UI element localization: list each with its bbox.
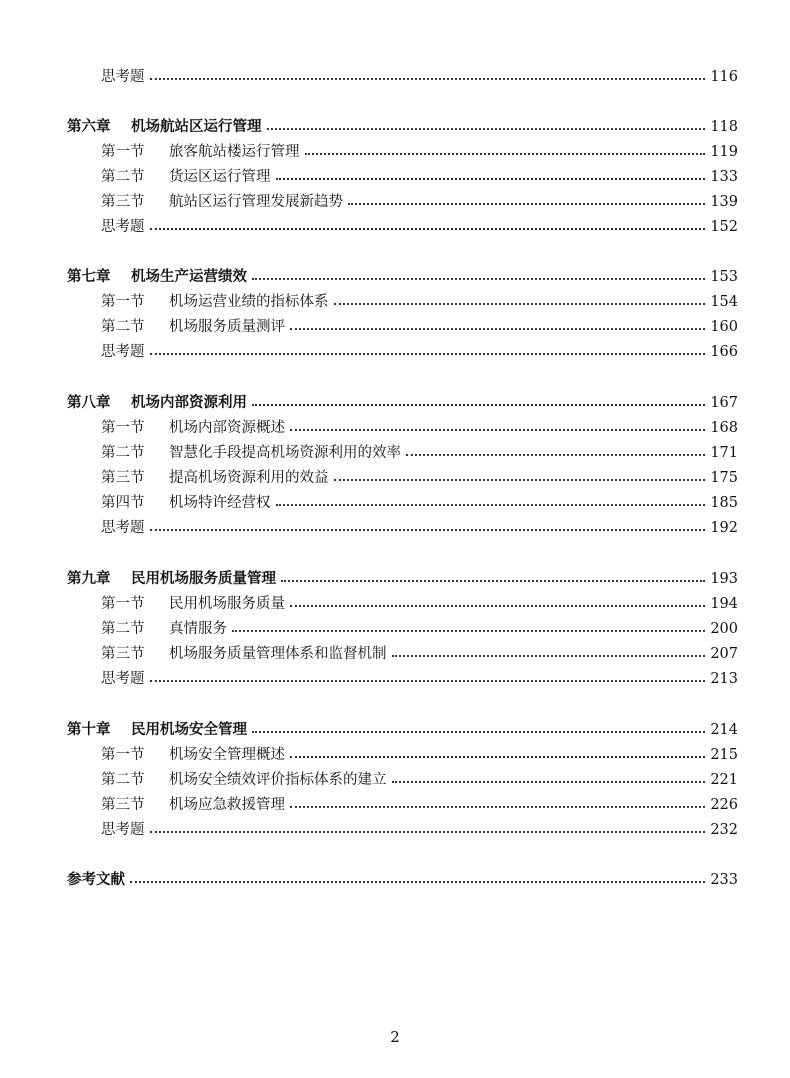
entry-title: 机场内部资源利用 <box>131 394 247 411</box>
dot-leader <box>276 504 706 506</box>
toc-section-entry[interactable] <box>101 516 738 540</box>
entry-page-number: 221 <box>710 772 738 788</box>
dot-leader <box>348 203 705 205</box>
dot-leader <box>392 781 706 783</box>
section-number: 第三节 <box>101 194 145 210</box>
toc-section-entry[interactable] <box>101 340 738 364</box>
entry-title: 思考题 <box>101 520 145 536</box>
dot-leader <box>305 153 706 155</box>
dot-leader <box>267 128 706 130</box>
toc-section-entry[interactable] <box>101 190 738 214</box>
entry-title: 思考题 <box>101 344 145 360</box>
entry-page-number: 154 <box>710 294 738 310</box>
entry-title: 机场服务质量管理体系和监督机制 <box>169 646 387 662</box>
dot-leader <box>290 605 705 607</box>
toc-section-entry[interactable] <box>101 165 738 189</box>
chapter-number: 第八章 <box>67 394 111 411</box>
section-number: 第一节 <box>101 420 145 436</box>
entry-title: 机场生产运营绩效 <box>131 268 247 285</box>
entry-title: 机场内部资源概述 <box>169 420 285 436</box>
toc-section-entry[interactable] <box>101 768 738 792</box>
entry-title: 民用机场服务质量管理 <box>131 570 276 587</box>
entry-title: 思考题 <box>101 69 145 85</box>
dot-leader <box>252 404 705 406</box>
dot-leader <box>150 831 706 833</box>
toc-chapter-entry[interactable] <box>67 567 738 591</box>
chapter-number: 第六章 <box>67 118 111 135</box>
dot-leader <box>334 479 706 481</box>
entry-page-number: 193 <box>710 571 738 587</box>
entry-page-number: 215 <box>710 747 738 763</box>
dot-leader <box>281 580 705 582</box>
entry-title: 智慧化手段提高机场资源利用的效率 <box>169 445 401 461</box>
entry-title: 思考题 <box>101 219 145 235</box>
toc-section-entry[interactable] <box>101 793 738 817</box>
entry-page-number: 233 <box>710 872 738 888</box>
dot-leader <box>290 328 705 330</box>
entry-page-number: 194 <box>710 596 738 612</box>
dot-leader <box>252 731 705 733</box>
entry-page-number: 153 <box>710 269 738 285</box>
entry-title: 机场运营业绩的指标体系 <box>169 294 329 310</box>
section-number: 第一节 <box>101 747 145 763</box>
toc-section-entry[interactable] <box>101 642 738 666</box>
section-number: 第二节 <box>101 772 145 788</box>
entry-page-number: 168 <box>710 420 738 436</box>
toc-section-entry[interactable] <box>101 290 738 314</box>
toc-section-entry[interactable] <box>101 667 738 691</box>
dot-leader <box>290 756 705 758</box>
entry-page-number: 118 <box>710 119 738 135</box>
entry-page-number: 139 <box>710 194 738 210</box>
dot-leader <box>150 353 706 355</box>
toc-section-entry[interactable] <box>101 441 738 465</box>
toc-section-entry[interactable] <box>101 466 738 490</box>
entry-page-number: 192 <box>710 520 738 536</box>
toc-section-entry[interactable] <box>101 65 738 89</box>
toc-section-entry[interactable] <box>101 743 738 767</box>
entry-page-number: 119 <box>710 144 738 160</box>
toc-chapter-entry[interactable] <box>67 391 738 415</box>
entry-page-number: 200 <box>710 621 738 637</box>
dot-leader <box>150 228 706 230</box>
entry-title: 机场应急救援管理 <box>169 797 285 813</box>
section-number: 第一节 <box>101 596 145 612</box>
entry-title: 思考题 <box>101 822 145 838</box>
entry-title: 民用机场安全管理 <box>131 721 247 738</box>
entry-title: 民用机场服务质量 <box>169 596 285 612</box>
dot-leader <box>252 278 705 280</box>
dot-leader <box>406 454 705 456</box>
toc-section-entry[interactable] <box>101 140 738 164</box>
entry-title: 思考题 <box>101 671 145 687</box>
toc-section-entry[interactable] <box>101 491 738 515</box>
page-number: 2 <box>390 1028 400 1046</box>
entry-title: 旅客航站楼运行管理 <box>169 144 300 160</box>
entry-page-number: 213 <box>710 671 738 687</box>
entry-page-number: 214 <box>710 722 738 738</box>
toc-section-entry[interactable] <box>101 215 738 239</box>
chapter-number: 第七章 <box>67 268 111 285</box>
entry-title: 货运区运行管理 <box>169 169 271 185</box>
section-number: 第三节 <box>101 797 145 813</box>
section-number: 第二节 <box>101 445 145 461</box>
section-number: 第四节 <box>101 495 145 511</box>
dot-leader <box>392 655 706 657</box>
section-number: 第三节 <box>101 646 145 662</box>
toc-section-entry[interactable] <box>101 416 738 440</box>
entry-title: 参考文献 <box>67 871 125 888</box>
entry-title: 真情服务 <box>169 621 227 637</box>
dot-leader <box>232 630 705 632</box>
entry-title: 机场安全绩效评价指标体系的建立 <box>169 772 387 788</box>
section-number: 第二节 <box>101 169 145 185</box>
dot-leader <box>130 881 705 883</box>
entry-title: 提高机场资源利用的效益 <box>169 470 329 486</box>
entry-page-number: 116 <box>710 69 738 85</box>
entry-page-number: 207 <box>710 646 738 662</box>
entry-page-number: 226 <box>710 797 738 813</box>
toc-chapter-entry[interactable] <box>67 115 738 139</box>
toc-chapter-entry[interactable] <box>67 868 738 892</box>
entry-title: 机场安全管理概述 <box>169 747 285 763</box>
entry-page-number: 133 <box>710 169 738 185</box>
dot-leader <box>290 806 705 808</box>
dot-leader <box>276 178 706 180</box>
entry-page-number: 167 <box>710 395 738 411</box>
entry-page-number: 185 <box>710 495 738 511</box>
entry-page-number: 166 <box>710 344 738 360</box>
entry-page-number: 232 <box>710 822 738 838</box>
toc-chapter-entry[interactable] <box>67 265 738 289</box>
toc-section-entry[interactable] <box>101 818 738 842</box>
toc-chapter-entry[interactable] <box>67 718 738 742</box>
section-number: 第二节 <box>101 319 145 335</box>
entry-page-number: 160 <box>710 319 738 335</box>
toc-section-entry[interactable] <box>101 617 738 641</box>
entry-title: 机场特许经营权 <box>169 495 271 511</box>
entry-page-number: 152 <box>710 219 738 235</box>
section-number: 第二节 <box>101 621 145 637</box>
section-number: 第一节 <box>101 294 145 310</box>
toc-section-entry[interactable] <box>101 315 738 339</box>
dot-leader <box>150 680 706 682</box>
entry-page-number: 175 <box>710 470 738 486</box>
entry-title: 机场服务质量测评 <box>169 319 285 335</box>
entry-page-number: 171 <box>710 445 738 461</box>
chapter-number: 第十章 <box>67 721 111 738</box>
toc-section-entry[interactable] <box>101 592 738 616</box>
section-number: 第三节 <box>101 470 145 486</box>
section-number: 第一节 <box>101 144 145 160</box>
chapter-number: 第九章 <box>67 570 111 587</box>
dot-leader <box>290 429 705 431</box>
entry-title: 航站区运行管理发展新趋势 <box>169 194 343 210</box>
entry-title: 机场航站区运行管理 <box>131 118 262 135</box>
dot-leader <box>334 303 706 305</box>
dot-leader <box>150 529 706 531</box>
dot-leader <box>150 78 706 80</box>
